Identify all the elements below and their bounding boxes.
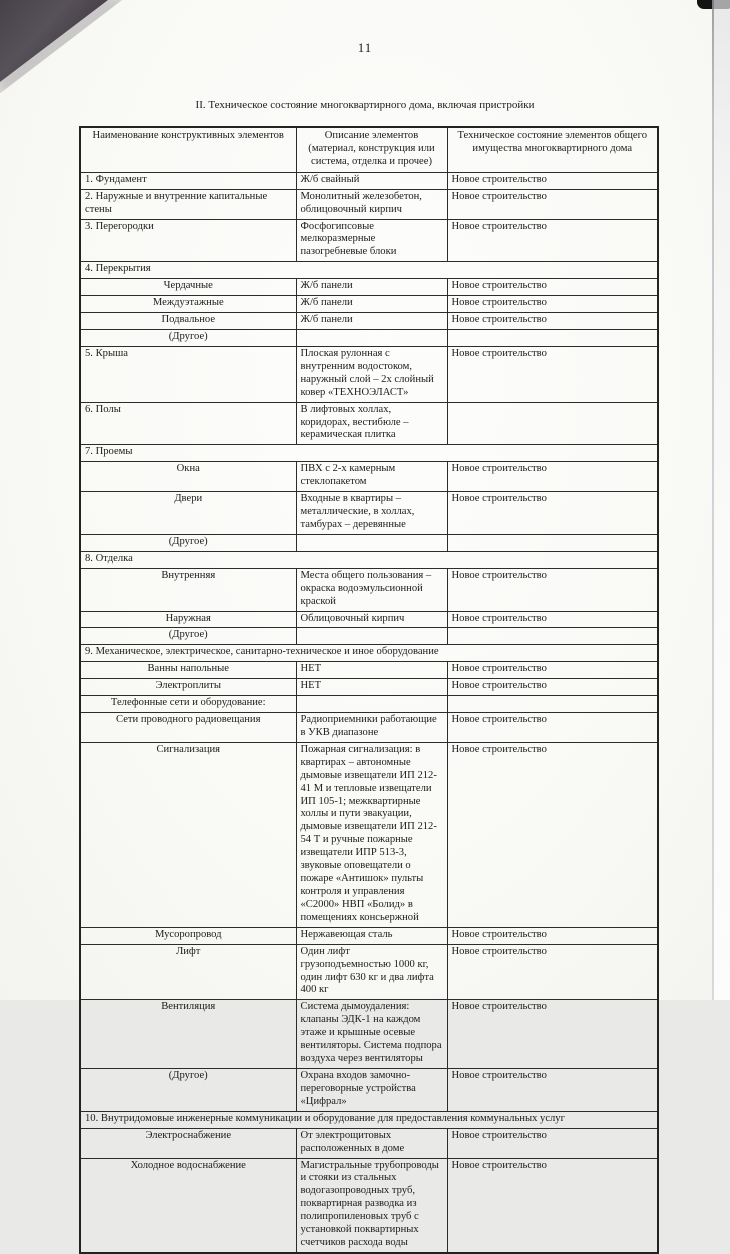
table-row <box>80 1069 658 1112</box>
element-name-cell: Вентиляция <box>80 1000 296 1069</box>
element-name-cell: Электроплиты <box>80 679 296 696</box>
section-title-cell: 7. Проемы <box>80 445 658 462</box>
condition-cell: Новое строительство <box>447 1000 658 1069</box>
table-row <box>80 313 658 330</box>
element-name-cell: Ванны напольные <box>80 662 296 679</box>
table-row <box>80 1158 658 1253</box>
table-header <box>80 127 658 172</box>
element-name-cell: Сети проводного радиовещания <box>80 713 296 743</box>
description-cell: НЕТ <box>296 662 447 679</box>
condition-cell <box>447 696 658 713</box>
description-cell: Один лифт грузоподъемностью 1000 кг, один лифт 630 кг и два лифта 400 кг <box>296 944 447 1000</box>
condition-cell <box>447 402 658 445</box>
element-name-cell: 1. Фундамент <box>80 172 296 189</box>
table-row <box>80 346 658 402</box>
table-row <box>80 628 658 645</box>
condition-cell: Новое строительство <box>447 189 658 219</box>
element-name-cell: Лифт <box>80 944 296 1000</box>
technical-condition-table <box>79 126 659 1254</box>
table-row <box>80 679 658 696</box>
description-cell: Система дымоудаления: клапаны ЭДК-1 на каждом этаже и крышные осевые вентиляторы. Система подпора воздуха через вентиляторы <box>296 1000 447 1069</box>
table-row <box>80 713 658 743</box>
condition-cell <box>447 534 658 551</box>
table-row <box>80 944 658 1000</box>
condition-cell: Новое строительство <box>447 713 658 743</box>
element-name-cell: (Другое) <box>80 329 296 346</box>
table-row <box>80 402 658 445</box>
condition-cell <box>447 329 658 346</box>
element-name-cell: Чердачные <box>80 279 296 296</box>
element-name-cell: Холодное водоснабжение <box>80 1158 296 1253</box>
condition-cell: Новое строительство <box>447 679 658 696</box>
condition-cell <box>447 628 658 645</box>
table-row <box>80 172 658 189</box>
element-name-cell: Внутренняя <box>80 568 296 611</box>
element-name-cell: Электроснабжение <box>80 1128 296 1158</box>
description-cell: Места общего пользования – окраска водоэмульсионной краской <box>296 568 447 611</box>
element-name-cell: 6. Полы <box>80 402 296 445</box>
element-name-cell: Подвальное <box>80 313 296 330</box>
table-row <box>80 662 658 679</box>
description-cell <box>296 628 447 645</box>
description-cell: От электрощитовых расположенных в доме <box>296 1128 447 1158</box>
table-row <box>80 279 658 296</box>
table-row <box>80 296 658 313</box>
description-cell: Магистральные трубопроводы и стояки из стальных водогазопроводных труб, поквартирная разводка из полипропиленовых труб с установкой поквартирных счетчиков расхода воды <box>296 1158 447 1253</box>
condition-cell: Новое строительство <box>447 1158 658 1253</box>
page-edge-tint <box>714 0 730 1000</box>
description-cell: Ж/б панели <box>296 279 447 296</box>
description-cell: Монолитный железобетон, облицовочный кирпич <box>296 189 447 219</box>
table-body <box>80 172 658 1253</box>
description-cell: Фосфогипсовые мелкоразмерные пазогребневые блоки <box>296 219 447 262</box>
table-header-cell: Техническое состояние элементов общего имущества многоквартирного дома <box>447 127 658 172</box>
condition-cell: Новое строительство <box>447 927 658 944</box>
condition-cell: Новое строительство <box>447 611 658 628</box>
description-cell: Ж/б свайный <box>296 172 447 189</box>
document-title: II. Техническое состояние многоквартирного дома, включая пристройки <box>195 99 535 111</box>
table-row <box>80 568 658 611</box>
element-name-cell: 3. Перегородки <box>80 219 296 262</box>
condition-cell: Новое строительство <box>447 219 658 262</box>
condition-cell: Новое строительство <box>447 296 658 313</box>
section-title-cell: 9. Механическое, электрическое, санитарно-техническое и иное оборудование <box>80 645 658 662</box>
description-cell: Пожарная сигнализация: в квартирах – автономные дымовые извещатели ИП 212-41 М и тепловые извещатели ИП 105-1; межквартирные холлы и пути эвакуации, дымовые извещатели ИП 212-54 Т и ручные пожарные извещатели ИПР 513-3, звуковые оповещатели о пожаре «Антишок» пульты контроля и управления «С2000» НВП «Болид» в помещениях консьержной <box>296 742 447 927</box>
description-cell <box>296 534 447 551</box>
condition-cell: Новое строительство <box>447 662 658 679</box>
table-row <box>80 492 658 535</box>
element-name-cell: (Другое) <box>80 1069 296 1112</box>
condition-cell: Новое строительство <box>447 742 658 927</box>
table-row <box>80 462 658 492</box>
element-name-cell: Окна <box>80 462 296 492</box>
description-cell: В лифтовых холлах, коридорах, вестибюле – керамическая плитка <box>296 402 447 445</box>
page-edge-shadow <box>712 0 714 1000</box>
table-row <box>80 1128 658 1158</box>
table-row <box>80 189 658 219</box>
table-row <box>80 1000 658 1069</box>
table-row <box>80 1111 658 1128</box>
condition-cell: Новое строительство <box>447 944 658 1000</box>
table-header-cell: Наименование конструктивных элементов <box>80 127 296 172</box>
description-cell <box>296 696 447 713</box>
condition-cell: Новое строительство <box>447 1128 658 1158</box>
condition-cell: Новое строительство <box>447 568 658 611</box>
table-row <box>80 219 658 262</box>
condition-cell: Новое строительство <box>447 172 658 189</box>
condition-cell: Новое строительство <box>447 492 658 535</box>
description-cell <box>296 329 447 346</box>
condition-cell: Новое строительство <box>447 1069 658 1112</box>
description-cell: Охрана входов замочно-переговорные устройства «Цифрал» <box>296 1069 447 1112</box>
description-cell: НЕТ <box>296 679 447 696</box>
table-header-cell: Описание элементов (материал, конструкция или система, отделка и прочее) <box>296 127 447 172</box>
description-cell: Ж/б панели <box>296 296 447 313</box>
table-row <box>80 611 658 628</box>
element-name-cell: (Другое) <box>80 534 296 551</box>
condition-cell: Новое строительство <box>447 313 658 330</box>
section-title-cell: 4. Перекрытия <box>80 262 658 279</box>
element-name-cell: (Другое) <box>80 628 296 645</box>
element-name-cell: 5. Крыша <box>80 346 296 402</box>
section-title-cell: 8. Отделка <box>80 551 658 568</box>
element-name-cell: Наружная <box>80 611 296 628</box>
table-row <box>80 445 658 462</box>
description-cell: Радиоприемники работающие в УКВ диапазоне <box>296 713 447 743</box>
table-row <box>80 534 658 551</box>
description-cell: Облицовочный кирпич <box>296 611 447 628</box>
table-row <box>80 262 658 279</box>
table-row <box>80 927 658 944</box>
element-name-cell: 2. Наружные и внутренние капитальные стены <box>80 189 296 219</box>
condition-cell: Новое строительство <box>447 279 658 296</box>
description-cell: ПВХ с 2-х камерным стеклопакетом <box>296 462 447 492</box>
description-cell: Плоская рулонная с внутренним водостоком, наружный слой – 2х слойный ковер «ТЕХНОЭЛАСТ» <box>296 346 447 402</box>
table-row <box>80 329 658 346</box>
element-name-cell: Сигнализация <box>80 742 296 927</box>
description-cell: Ж/б панели <box>296 313 447 330</box>
table-row <box>80 696 658 713</box>
table-row <box>80 551 658 568</box>
table-row <box>80 742 658 927</box>
condition-cell: Новое строительство <box>447 346 658 402</box>
element-name-cell: Междуэтажные <box>80 296 296 313</box>
condition-cell: Новое строительство <box>447 462 658 492</box>
page-number: 11 <box>357 40 373 55</box>
element-name-cell: Телефонные сети и оборудование: <box>80 696 296 713</box>
description-cell: Входные в квартиры – металлические, в холлах, тамбурах – деревянные <box>296 492 447 535</box>
table-row <box>80 645 658 662</box>
element-name-cell: Двери <box>80 492 296 535</box>
table-header-row <box>80 127 658 172</box>
section-title-cell: 10. Внутридомовые инженерные коммуникации и оборудование для предоставления коммунальных услуг <box>80 1111 658 1128</box>
element-name-cell: Мусоропровод <box>80 927 296 944</box>
description-cell: Нержавеющая сталь <box>296 927 447 944</box>
